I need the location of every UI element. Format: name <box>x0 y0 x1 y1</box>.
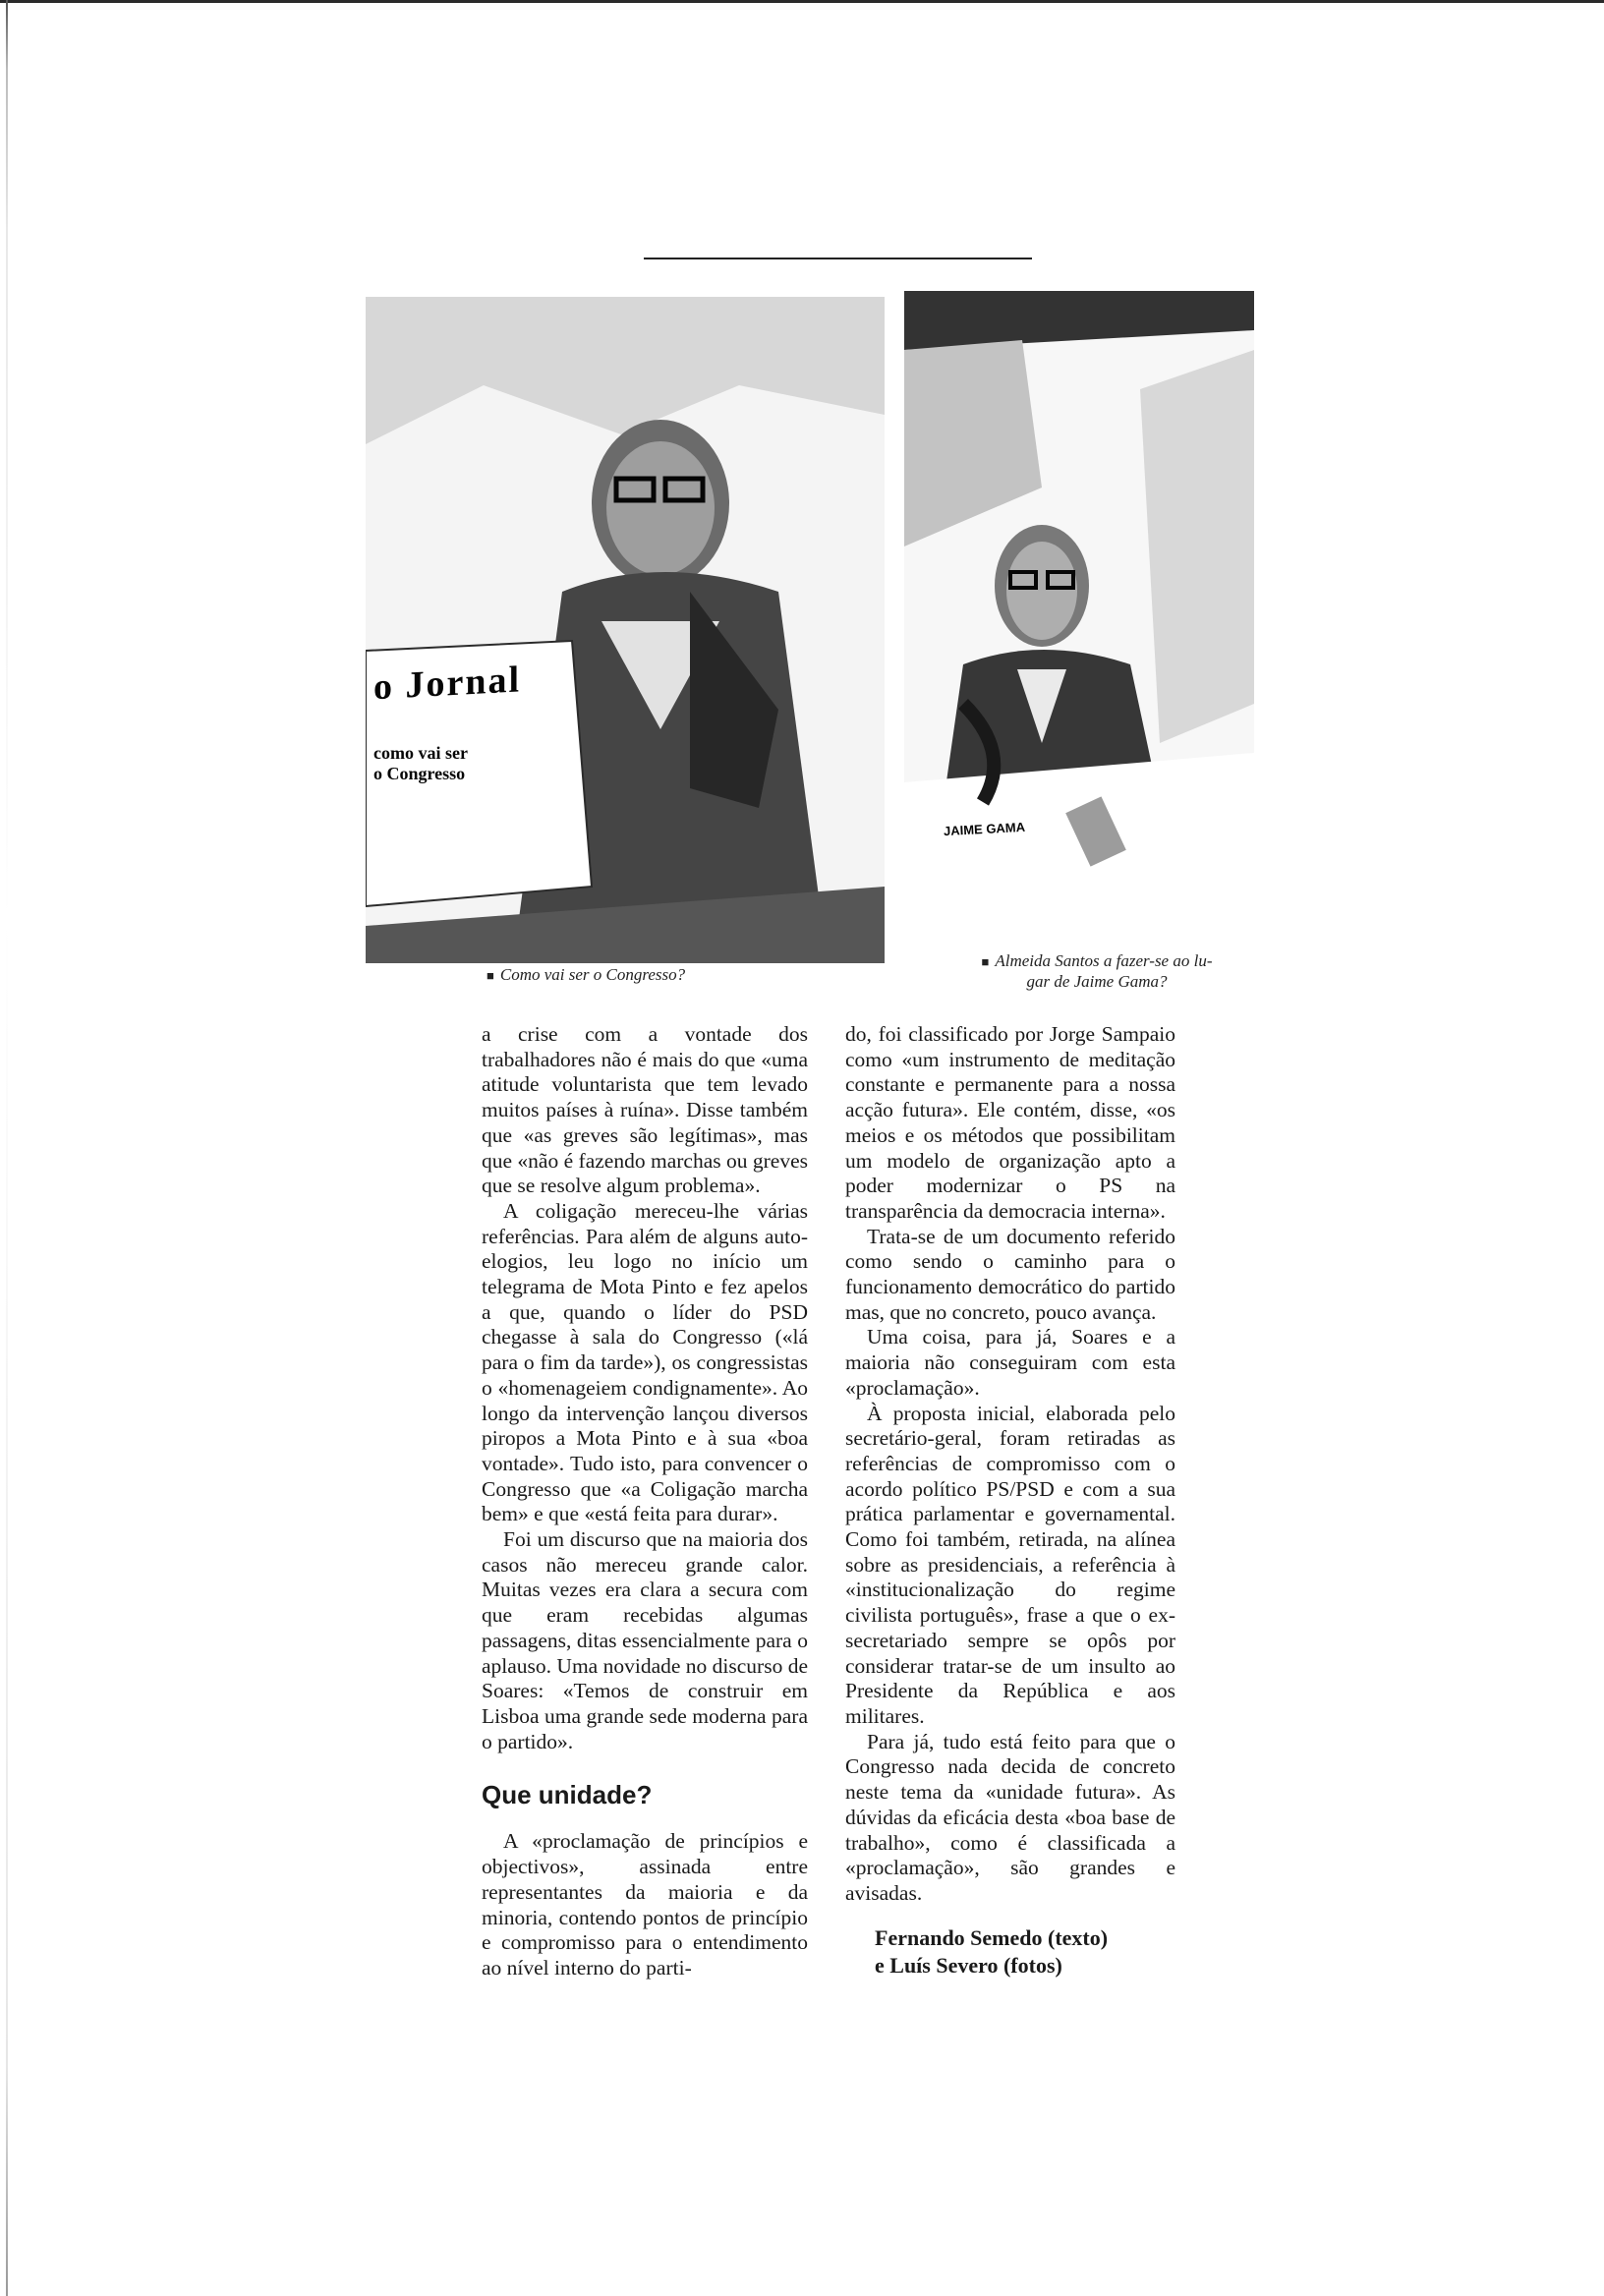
photo-2-caption-line-2: gar de Jaime Gama? <box>1026 972 1168 991</box>
article-column-2 <box>845 1022 1175 1980</box>
article-paragraph: À proposta inicial, elaborada pelo secretário-geral, foram retiradas as referências de compromisso com o acordo político PS/PSD e com a sua prática parlamentar e governamental. Como foi também, retirada, na alínea sobre as presidenciais, a referência à «institucionalização do regime civilista português», frase a que o ex-secretariado sempre se opôs por considerar tratar-se de um insulto ao Presidente da República e aos militares. <box>845 1401 1175 1728</box>
article-paragraph: A coligação mereceu-lhe várias referências. Para além de alguns auto-elogios, leu logo no início um telegrama de Mota Pinto e fez apelos a que, quando o líder do PSD chegasse à sala do Congresso («lá para o fim da tarde»), os congressistas o «homenageiem condignamente». Ao longo da intervenção lançou diversos piropos a Mota Pinto e à sua «boa vontade». Tudo isto, para convencer o Congresso que «a Coligação marcha bem» e que «está feita para durar». <box>482 1198 808 1526</box>
byline-author-text: Fernando Semedo (texto) <box>875 1924 1109 1950</box>
photo-1-caption <box>487 965 831 986</box>
scan-edge-top <box>0 0 1604 3</box>
scan-edge-left <box>6 0 8 2296</box>
photo-man-reading-newspaper <box>366 297 885 963</box>
photo-2-caption <box>948 951 1245 992</box>
byline-author-photos: e Luís Severo (fotos) <box>875 1952 1062 1978</box>
article-paragraph: Para já, tudo está feito para que o Congresso nada decida de concreto neste tema da «unidade futura». As dúvidas da eficácia desta «boa base de trabalho», como é classificada a «proclamação», são grandes e avisadas. <box>845 1729 1175 1905</box>
photo-man-at-desk <box>904 291 1254 918</box>
photo-2-nameplate: JAIME GAMA <box>943 819 1026 839</box>
photo-2-caption-line-1: Almeida Santos a fazer-se ao lu- <box>995 951 1213 970</box>
caption-bullet-icon: ■ <box>981 954 990 969</box>
photo-1-caption-text: Como vai ser o Congresso? <box>499 965 686 984</box>
article-paragraph: do, foi classificado por Jorge Sampaio como «um instrumento de meditação constante e permanente para a nossa acção futura». Ele contém, disse, «os meios e os métodos que possibilitam um modelo de organização apto a poder modernizar o PS na transparência da democracia interna». <box>845 1022 1175 1223</box>
article-paragraph: A «proclamação de princípios e objectivos», assinada entre representantes da maioria e da minoria, contendo pontos de princípio e compromisso para o entendimento ao nível interno do parti- <box>482 1829 808 1980</box>
caption-bullet-icon: ■ <box>487 968 494 983</box>
section-subheading: Que unidade? <box>482 1780 653 1810</box>
article-paragraph: Uma coisa, para já, Soares e a maioria não conseguiram com esta «proclamação». <box>845 1325 1175 1400</box>
article-byline <box>845 1924 1175 1980</box>
photo-1-illustration <box>366 297 885 963</box>
newspaper-headline-1: como vai ser <box>373 743 468 763</box>
article-paragraph: Trata-se de um documento referido como sendo o caminho para o funcionamento democrático do partido mas, que no concreto, pouco avança. <box>845 1224 1175 1324</box>
newspaper-masthead: o Jornal <box>373 659 522 709</box>
top-rule <box>644 258 1032 259</box>
article-paragraph: a crise com a vontade dos trabalhadores não é mais do que «uma atitude voluntarista que tem levado muitos países à ruína». Disse também que «as greves são legítimas», mas que «não é fazendo marchas ou greves que se resolve algum problema». <box>482 1022 808 1198</box>
article-paragraph: Foi um discurso que na maioria dos casos não mereceu grande calor. Muitas vezes era clara a secura com que eram recebidas algumas passagens, ditas essencialmente para o aplauso. Uma novidade no discurso de Soares: «Temos de construir em Lisboa uma grande sede moderna para o partido». <box>482 1527 808 1753</box>
newspaper-headline-2: o Congresso <box>373 764 466 783</box>
article-column-1 <box>482 1022 808 1981</box>
